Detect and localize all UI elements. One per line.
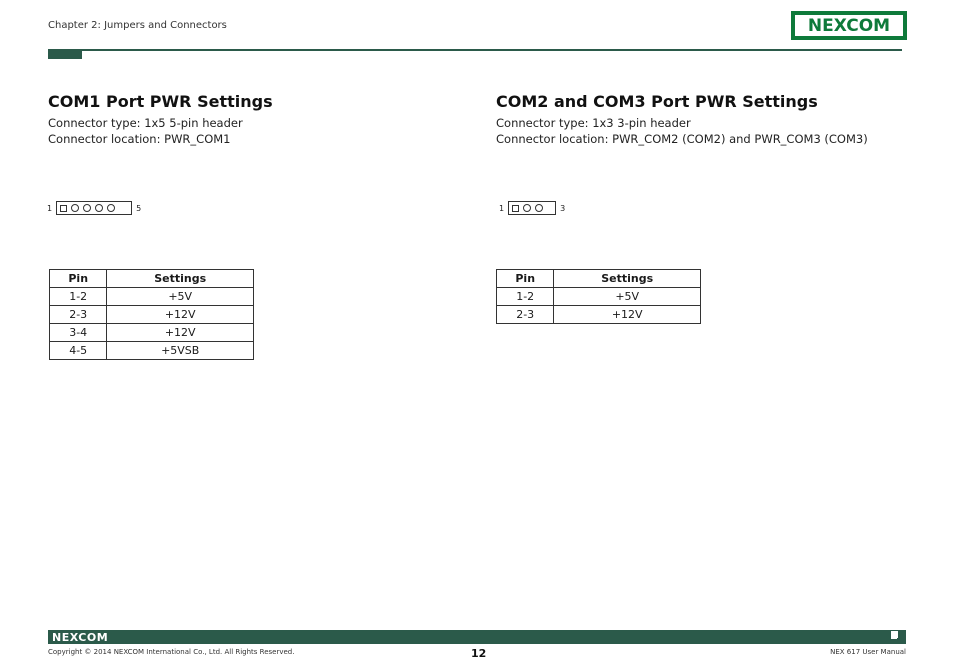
com2-settings-table <box>496 269 701 324</box>
setting-cell: +12V <box>107 306 254 324</box>
column-header: Pin <box>50 270 107 288</box>
copyright-text: Copyright © 2014 NEXCOM International Co., Ltd. All Rights Reserved. <box>48 648 295 656</box>
table-row <box>50 288 254 306</box>
pin-cell: 2-3 <box>497 306 554 324</box>
column-header: Settings <box>554 270 701 288</box>
column-header: Pin <box>497 270 554 288</box>
com2-connector-type: Connector type: 1x3 3-pin header <box>496 116 691 130</box>
pin-cell: 3-4 <box>50 324 107 342</box>
com1-settings-table <box>49 269 254 360</box>
com2-pin-header <box>508 201 556 215</box>
setting-cell: +12V <box>554 306 701 324</box>
table-row <box>497 288 701 306</box>
com1-pin-end-label: 5 <box>136 203 142 213</box>
footer-bar <box>48 630 906 644</box>
com1-section <box>48 92 448 147</box>
table-row <box>50 324 254 342</box>
pin-4-circle <box>95 204 103 212</box>
manual-title: NEX 617 User Manual <box>830 648 906 656</box>
com2-connector-location: Connector location: PWR_COM2 (COM2) and PWR_COM3 (COM3) <box>496 132 868 146</box>
com2-com3-section <box>496 92 916 147</box>
pin-cell: 1-2 <box>497 288 554 306</box>
table-row <box>50 342 254 360</box>
pin-5-circle <box>107 204 115 212</box>
com1-connector-type: Connector type: 1x5 5-pin header <box>48 116 243 130</box>
com2-title: COM2 and COM3 Port PWR Settings <box>496 92 818 111</box>
setting-cell: +5VSB <box>107 342 254 360</box>
header-rule <box>48 49 902 51</box>
footer-logo: NEXCOM <box>52 631 109 644</box>
nexcom-logo <box>791 11 907 40</box>
pin-1-square <box>512 205 519 212</box>
pin-1-square <box>60 205 67 212</box>
table-row <box>50 306 254 324</box>
com2-pin-end-label: 3 <box>560 203 566 213</box>
com1-title: COM1 Port PWR Settings <box>48 92 273 111</box>
com1-connector-location: Connector location: PWR_COM1 <box>48 132 231 146</box>
com2-header-diagram <box>499 201 565 215</box>
table-header-row <box>50 270 254 288</box>
pin-cell: 1-2 <box>50 288 107 306</box>
com1-header-diagram <box>47 201 141 215</box>
table-row <box>497 306 701 324</box>
chapter-title: Chapter 2: Jumpers and Connectors <box>48 20 227 31</box>
header-rule-accent <box>48 50 82 59</box>
setting-cell: +5V <box>107 288 254 306</box>
pin-cell: 4-5 <box>50 342 107 360</box>
com1-pin-start-label: 1 <box>47 203 53 213</box>
setting-cell: +5V <box>554 288 701 306</box>
nexcom-logo-text: NEXCOM <box>795 15 903 36</box>
column-header: Settings <box>107 270 254 288</box>
footer-square-icon <box>897 638 905 644</box>
setting-cell: +12V <box>107 324 254 342</box>
com1-pin-header <box>56 201 132 215</box>
com2-pin-start-label: 1 <box>499 203 505 213</box>
pin-2-circle <box>71 204 79 212</box>
pin-cell: 2-3 <box>50 306 107 324</box>
pin-2-circle <box>523 204 531 212</box>
pin-3-circle <box>83 204 91 212</box>
pin-3-circle <box>535 204 543 212</box>
page-number: 12 <box>471 647 487 660</box>
table-header-row <box>497 270 701 288</box>
